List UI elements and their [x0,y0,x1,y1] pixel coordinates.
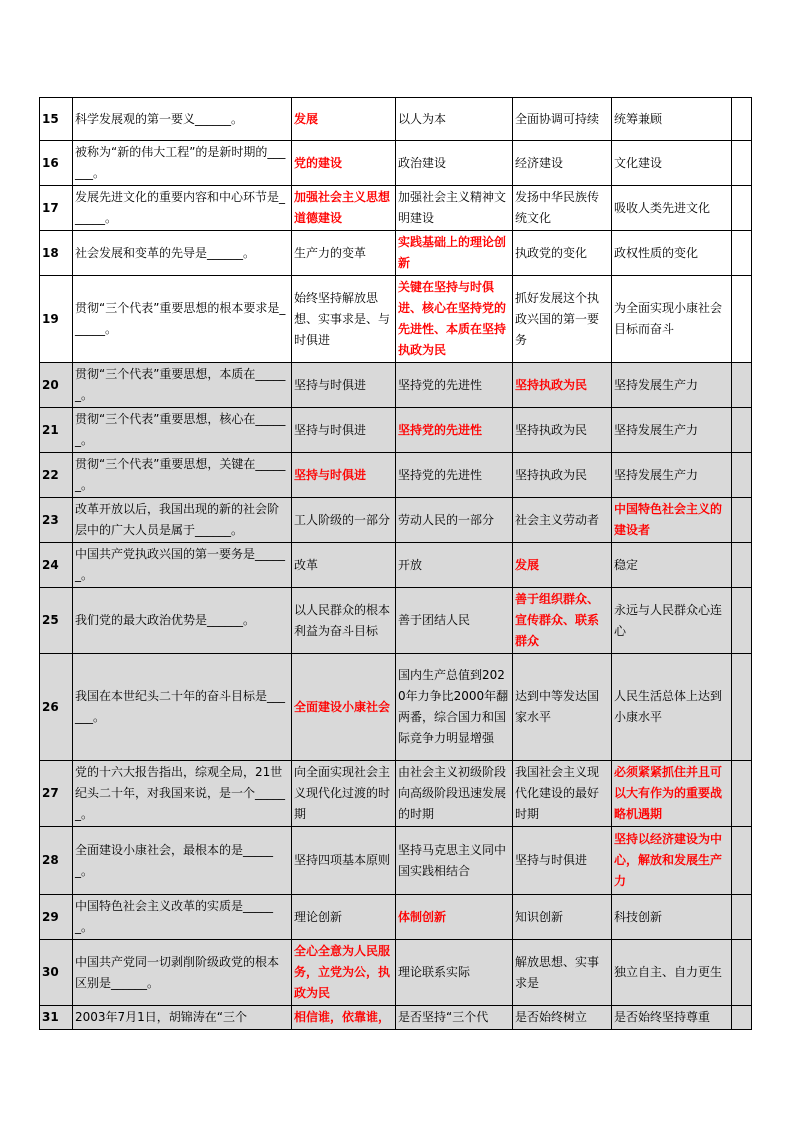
question-text: 发展先进文化的重要内容和中心环节是______。 [73,186,292,231]
option-a: 相信谁，依靠谁， [292,1006,396,1030]
question-text: 中国共产党同一切剥削阶级政党的根本区别是______。 [73,940,292,1006]
option-b: 政治建设 [396,141,513,186]
option-a: 改革 [292,543,396,588]
option-d: 政权性质的变化 [612,231,732,276]
table-row [40,141,752,186]
empty-cell [732,276,752,363]
empty-cell [732,1006,752,1030]
question-text: 贯彻“三个代表”重要思想，本质在______。 [73,363,292,408]
option-c: 是否始终树立 [513,1006,612,1030]
empty-cell [732,588,752,654]
empty-cell [732,408,752,453]
question-text: 社会发展和变革的先导是______。 [73,231,292,276]
question-number: 23 [40,498,73,543]
option-d: 独立自主、自力更生 [612,940,732,1006]
option-c: 坚持执政为民 [513,453,612,498]
option-b: 是否坚持“三个代 [396,1006,513,1030]
empty-cell [732,498,752,543]
table-row [40,895,752,940]
option-b: 善于团结人民 [396,588,513,654]
table-row [40,654,752,761]
empty-cell [732,453,752,498]
option-b: 关键在坚持与时俱进、核心在坚持党的先进性、本质在坚持执政为民 [396,276,513,363]
option-c: 全面协调可持续 [513,98,612,141]
option-d: 坚持发展生产力 [612,453,732,498]
option-a: 坚持与时俱进 [292,363,396,408]
option-b: 体制创新 [396,895,513,940]
question-number: 29 [40,895,73,940]
table-row [40,186,752,231]
option-a: 加强社会主义思想道德建设 [292,186,396,231]
empty-cell [732,98,752,141]
question-text: 中国共产党执政兴国的第一要务是______。 [73,543,292,588]
option-c: 解放思想、实事求是 [513,940,612,1006]
table-row [40,940,752,1006]
question-number: 30 [40,940,73,1006]
table-row [40,276,752,363]
option-c: 抓好发展这个执政兴国的第一要务 [513,276,612,363]
option-c: 经济建设 [513,141,612,186]
question-text: 被称为“新的伟大工程”的是新时期的______。 [73,141,292,186]
empty-cell [732,186,752,231]
option-c: 善于组织群众、宣传群众、联系群众 [513,588,612,654]
question-text: 中国特色社会主义改革的实质是______。 [73,895,292,940]
table-row [40,453,752,498]
question-text: 党的十六大报告指出，综观全局，21世纪头二十年，对我国来说，是一个______。 [73,761,292,827]
option-d: 吸收人类先进文化 [612,186,732,231]
option-d: 中国特色社会主义的建设者 [612,498,732,543]
option-c: 坚持执政为民 [513,408,612,453]
question-number: 15 [40,98,73,141]
question-number: 25 [40,588,73,654]
option-a: 坚持四项基本原则 [292,827,396,895]
question-number: 22 [40,453,73,498]
question-text: 科学发展观的第一要义______。 [73,98,292,141]
table-row [40,761,752,827]
option-d: 坚持发展生产力 [612,363,732,408]
option-a: 生产力的变革 [292,231,396,276]
option-b: 坚持马克思主义同中国实践相结合 [396,827,513,895]
option-a: 发展 [292,98,396,141]
empty-cell [732,363,752,408]
option-d: 坚持以经济建设为中心，解放和发展生产力 [612,827,732,895]
option-b: 坚持党的先进性 [396,363,513,408]
table-row [40,588,752,654]
option-c: 坚持执政为民 [513,363,612,408]
question-text: 贯彻“三个代表”重要思想的根本要求是______。 [73,276,292,363]
option-b: 理论联系实际 [396,940,513,1006]
question-number: 17 [40,186,73,231]
question-text: 2003年7月1日，胡锦涛在“三个 [73,1006,292,1030]
option-d: 稳定 [612,543,732,588]
option-a: 全面建设小康社会 [292,654,396,761]
option-b: 由社会主义初级阶段向高级阶段迅速发展的时期 [396,761,513,827]
empty-cell [732,543,752,588]
table-row [40,1006,752,1030]
question-text: 贯彻“三个代表”重要思想，核心在______。 [73,408,292,453]
option-a: 全心全意为人民服务，立党为公，执政为民 [292,940,396,1006]
question-text: 全面建设小康社会，最根本的是______。 [73,827,292,895]
empty-cell [732,231,752,276]
option-d: 永远与人民群众心连心 [612,588,732,654]
empty-cell [732,827,752,895]
question-number: 18 [40,231,73,276]
option-d: 人民生活总体上达到小康水平 [612,654,732,761]
option-b: 实践基础上的理论创新 [396,231,513,276]
option-c: 我国社会主义现代化建设的最好时期 [513,761,612,827]
question-number: 26 [40,654,73,761]
table-row [40,98,752,141]
option-d: 为全面实现小康社会目标而奋斗 [612,276,732,363]
question-text: 贯彻“三个代表”重要思想，关键在______。 [73,453,292,498]
option-d: 科技创新 [612,895,732,940]
option-d: 坚持发展生产力 [612,408,732,453]
option-a: 始终坚持解放思想、实事求是、与时俱进 [292,276,396,363]
option-a: 工人阶级的一部分 [292,498,396,543]
option-a: 党的建设 [292,141,396,186]
table-row [40,498,752,543]
option-c: 坚持与时俱进 [513,827,612,895]
table-row [40,827,752,895]
option-c: 达到中等发达国家水平 [513,654,612,761]
question-number: 31 [40,1006,73,1030]
question-text: 我们党的最大政治优势是______。 [73,588,292,654]
table-row [40,543,752,588]
question-number: 21 [40,408,73,453]
option-a: 理论创新 [292,895,396,940]
option-b: 开放 [396,543,513,588]
option-a: 向全面实现社会主义现代化过渡的时期 [292,761,396,827]
question-text: 我国在本世纪头二十年的奋斗目标是______。 [73,654,292,761]
option-c: 发扬中华民族传统文化 [513,186,612,231]
empty-cell [732,895,752,940]
question-number: 27 [40,761,73,827]
empty-cell [732,654,752,761]
option-b: 以人为本 [396,98,513,141]
option-d: 统筹兼顾 [612,98,732,141]
quiz-table [39,97,752,1030]
option-d: 是否始终坚持尊重 [612,1006,732,1030]
option-c: 知识创新 [513,895,612,940]
table-body [40,98,752,1030]
question-number: 28 [40,827,73,895]
option-b: 坚持党的先进性 [396,408,513,453]
question-number: 16 [40,141,73,186]
empty-cell [732,940,752,1006]
table-row [40,231,752,276]
option-b: 劳动人民的一部分 [396,498,513,543]
empty-cell [732,141,752,186]
table-row [40,408,752,453]
option-d: 必须紧紧抓住并且可以大有作为的重要战略机遇期 [612,761,732,827]
option-a: 坚持与时俱进 [292,408,396,453]
option-a: 坚持与时俱进 [292,453,396,498]
question-number: 24 [40,543,73,588]
option-c: 社会主义劳动者 [513,498,612,543]
question-text: 改革开放以后，我国出现的新的社会阶层中的广大人员是属于______。 [73,498,292,543]
question-number: 20 [40,363,73,408]
option-a: 以人民群众的根本利益为奋斗目标 [292,588,396,654]
option-b: 国内生产总值到2020年力争比2000年翻两番，综合国力和国际竞争力明显增强 [396,654,513,761]
option-c: 发展 [513,543,612,588]
option-b: 坚持党的先进性 [396,453,513,498]
option-b: 加强社会主义精神文明建设 [396,186,513,231]
question-number: 19 [40,276,73,363]
option-c: 执政党的变化 [513,231,612,276]
empty-cell [732,761,752,827]
option-d: 文化建设 [612,141,732,186]
table-row [40,363,752,408]
